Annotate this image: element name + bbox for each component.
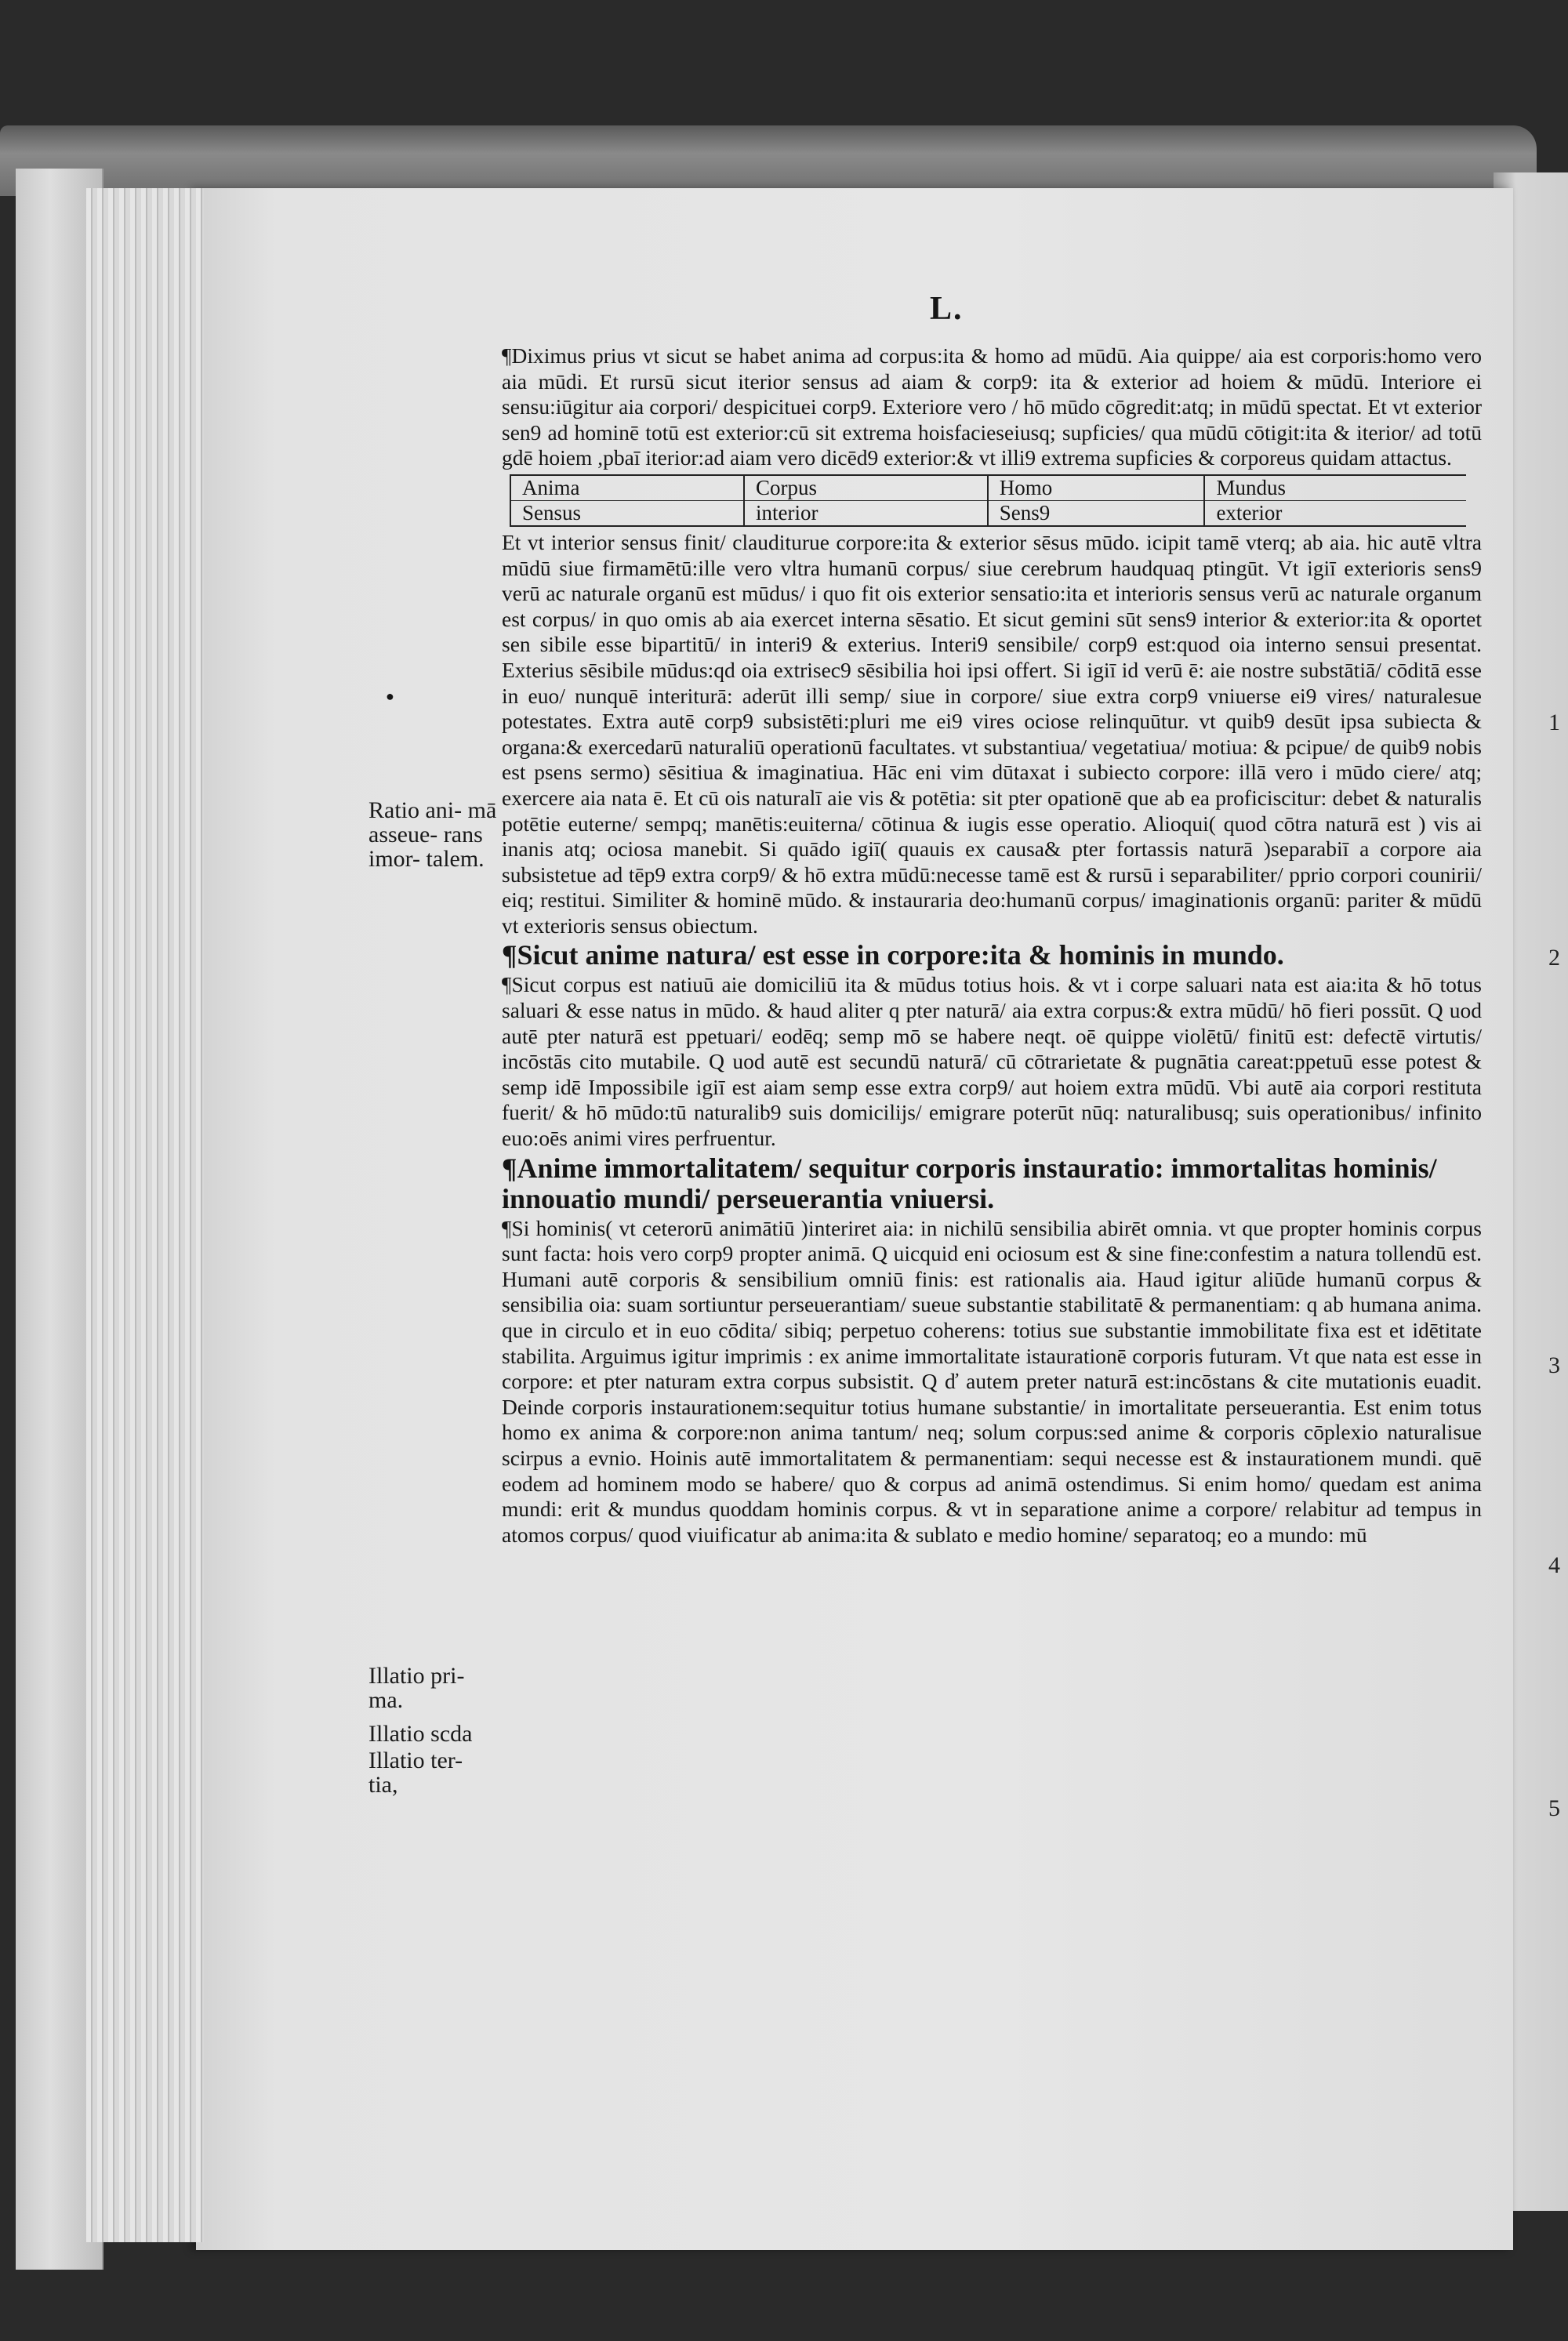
- folio-number: L.: [930, 291, 964, 327]
- paragraph-intro: ¶Diximus prius vt sicut se habet anima ad corpus:ita & homo ad mūdū. Aia quippe/ aia est corporis:homo vero aia mūdi. Et rursū sicut iterior sensus ad aiam & corp9: ita & exterior ad hoiem & mūdū. Interiore ei sensu:iūgitur aia corpori/ despicituei corp9. Exteriore vero / hō mūdo cōgredit:atq; in mūdū spectat. Et vt exterior sen9 ad hominē totū est exterior:cū sit extrema hoisfacieseiusq; supficies/ qua mūdū cōtigit:ita & iterior/ ad totū gdē hoiem ,pbaī iterior:ad aiam vero dicēd9 exterior:& vt illi9 extrema supficies & corporeus quidam attactus.: [502, 343, 1482, 470]
- table-cell: Anima: [510, 475, 744, 501]
- comparison-table: [510, 474, 1466, 527]
- table-cell: interior: [744, 500, 988, 526]
- table-cell: Sens9: [988, 500, 1205, 526]
- table-cell: Sensus: [510, 500, 744, 526]
- table-row: [510, 475, 1466, 501]
- table-cell: Homo: [988, 475, 1205, 501]
- margin-bullet-icon: ●: [386, 688, 394, 704]
- section-heading-anime-natura: ¶Sicut anime natura/ est esse in corpore:ita & hominis in mundo.: [502, 939, 1284, 971]
- table-cell: exterior: [1204, 500, 1466, 526]
- page-edges-stack: [86, 188, 204, 2242]
- margin-note-ratio: Ratio ani- mā asseue- rans imor- talem.: [368, 797, 497, 872]
- paragraph-si-hominis: ¶Si hominis( vt ceterorū animātiū )interiret aia: in nichilū sensibilia abirēt omnia. vt que propter hominis corpus sunt facta: hois vero corp9 propter animā. Q uicquid eni ociosum est & sine fine:confestim a natura tollendū est. Humani autē corporis & sensibilium omniū finis: est rationalis aia. Haud igitur aliūde humanū corpus & sensibilia oia: suam sortiuntur perseuerantiam/ sueue substantie stabilitatē & permanentiam: q ab humana anima. que in circulo et in euo cōdita/ sibiq; perpetuo coherens: totius sue substantie immobilitate fixa est et idētitate stabilita. Arguimus igitur imprimis : ex anime immortalitate istaurationē corporis futuram. Vt que nata est esse in corpore: et pter naturam extra corpus subsistit. Q ď autem preter naturā est:incōstans & cite mutationis euadit. Deinde corporis instaurationem:sequitur totius humane substantie/ in imortalitate perseuerantia. Est enim totus homo ex anima & corpore:non anima tantum/ neq; solum corpus:sed anime & corporis cōplexio naturalisue scirpus a evnio. Hoinis autē immortalitatem & permanentiam: sequi necesse est & instaurationem mundi. quē eodem ad hominem modo se habere/ quo & corpus ad animā ostendimus. Si enim homo/ quedam est anima mundi: erit & mundus quoddam hominis corpus. & vt in separatione anime a corpore/ relabitur ad tempus in atomos corpus/ quod viuificatur ab anima:ita & sublato e medio homine/ separatoq; eo a mundo: mū: [502, 1215, 1482, 1547]
- facing-page-number: 4: [1548, 1552, 1560, 1578]
- paragraph-corpus-domicilium: ¶Sicut corpus est natiuū aie domiciliū ita & mūdus totius hois. & vt i corpe saluari nata est aia:ita & hō totus saluari & esse natus in mūdo. & haud aliter q pter naturā/ aia extra corpus:& extra mūdū/ hō fieri possūt. Q uod autē pter naturā est ppetuari/ eodēq; semp mō se habere neqt. oē quippe violētū/ finitū est: defectē virtutis/ incōstās cito mutabile. Q uod autē est secundū naturā/ cū cōtrarietate & pugnātia careat:ppetuū esse potest & semp idē Impossibile igiī est aiam semp esse extra corp9/ aut hoiem extra mūdū. Vbi autē aia corpori restituta fuerit/ & hō mūdo:tū naturalib9 suis domicilijs/ emigrare poterūt nūq: naturalibusq; suis operationibus/ infinito euo:oēs animi vires perfruentur.: [502, 972, 1482, 1151]
- facing-page-number: 2: [1548, 945, 1560, 971]
- table-cell: Corpus: [744, 475, 988, 501]
- paragraph-senses: Et vt interior sensus finit/ clauditurue corpore:ita & exterior sēsus mūdo. icipit tamē vterq; ab aia. hic autē vltra mūdū siue firmamētū:ille vero vltra humanū corpus/ siue cerebrum haudquaq ptingūt. Vt igiī exterioris sens9 verū ac naturale organū est mūdus/ i quo fit ois exterior sensatio:ita et interioris sensus verū ac naturale organum est corpus/ in quo omis ab aia exercet interna sēsatio. Et sicut gemini sūt sens9 interior & exterior:ita & oportet sen sibile esse bipartitū/ in interi9 & exterius. Interi9 sensibile/ corp9 est:quod oia interno sensui presentat. Exterius sēsibile mūdus:qd oia extrisec9 sēsibilia hoi ipsi offert. Si igiī id verū ē: aie nostre substātiā/ cōditā esse in euo/ nunquē interiturā: aderūt illi semp/ siue in corpore/ siue extra corp9 vniuerse ei9 vires/ naturalesue potestates. Extra autē corp9 subsistēti:pluri me ei9 vires ociose relinquūtur. vt quib9 desūt ipsa subiecta & organa:& exercedarū naturaliū operationū facultates. vt substantiua/ vegetatiua/ motiua: & pcipue/ de quib9 nobis est psens sermo) sēsitiua & imaginatiua. Hāc eni vim dūtaxat i subiecto corpore: illā vero i mūdo ciere/ atq; exercere aia nata ē. Et cū ois naturalī aie vis & potētia: sit pter opationē que ab ea proficiscitur: debet & naturalis potētie euterne/ sempq; manētis:euiterna/ cōtinua & iugis esse operatio. Alioqui( quod cōtra naturā est ) vis ai inanis atq; ociosa manebit. Si quādo igiī( quauis ex causa& pter fortassis naturā )separabiī a corpore aia subsistetue ad tēp9 extra corp9/ & hō extra mūdū:necesse tamē est & rursū i separabiliter/ pprio corpori counirii/ eiq; restitui. Similiter & hominē mūdo. & instauraria deo:humanū corpus/ imaginationis organū: pariter & mūdū vt exterioris sensus obiectum.: [502, 529, 1482, 938]
- margin-note-illatio-secunda: Illatio scda: [368, 1721, 473, 1747]
- table-cell: Mundus: [1204, 475, 1466, 501]
- margin-note-illatio-tertia: Illatio ter- tia,: [368, 1748, 463, 1798]
- margin-note-illatio-prima: Illatio pri- ma.: [368, 1663, 465, 1713]
- facing-page-number: 1: [1548, 710, 1560, 735]
- book-cover-edge: [0, 125, 1537, 196]
- main-text-block: [502, 343, 1482, 1548]
- table-row: [510, 500, 1466, 526]
- facing-page-number: 5: [1548, 1795, 1560, 1821]
- facing-page-number: 3: [1548, 1352, 1560, 1378]
- section-heading-immortalitas: ¶Anime immortalitatem/ sequitur corporis instauratio: immortalitas hominis/ innouatio mundi/ perseuerantia vniuersi.: [502, 1152, 1437, 1214]
